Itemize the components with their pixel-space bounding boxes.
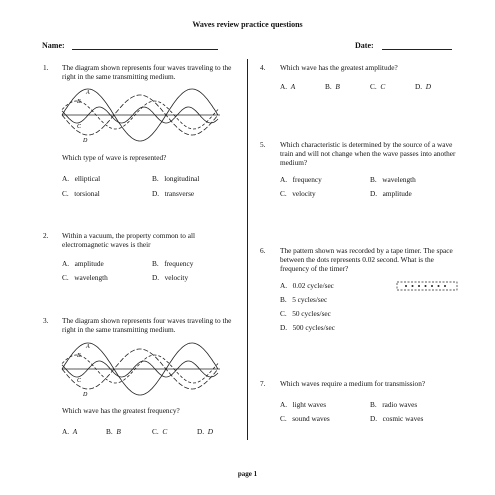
column-divider	[247, 59, 248, 440]
page-number: page 1	[237, 470, 258, 478]
name-field[interactable]	[72, 49, 218, 50]
option-a[interactable]	[280, 82, 295, 91]
tape-dot	[444, 285, 446, 287]
option-d[interactable]	[370, 189, 412, 198]
option-text: torsional	[74, 189, 100, 198]
option-c[interactable]	[152, 427, 167, 436]
tape-dot	[438, 285, 440, 287]
question-number: 1.	[43, 63, 49, 72]
option-b[interactable]	[370, 400, 417, 409]
option-b[interactable]	[370, 175, 416, 184]
question-number: 4.	[260, 63, 266, 72]
diagram-label: D	[83, 392, 88, 398]
option-d[interactable]	[152, 189, 194, 198]
option-c[interactable]	[62, 273, 108, 282]
option-text: longitudinal	[164, 174, 200, 183]
option-letter: C.	[62, 189, 69, 198]
tape-dot	[418, 285, 420, 287]
option-letter: C.	[152, 427, 159, 436]
tape-dot	[431, 285, 433, 287]
option-text: transverse	[164, 189, 195, 198]
tape-dot	[412, 285, 414, 287]
option-a[interactable]	[280, 281, 334, 290]
option-text: C	[380, 82, 386, 91]
option-b[interactable]	[152, 174, 199, 183]
option-d[interactable]	[370, 414, 423, 423]
option-letter: B.	[152, 259, 159, 268]
option-letter: C.	[280, 189, 287, 198]
wave-diagram	[60, 340, 222, 398]
question-text: Within a vacuum, the property common to all electromagnetic waves is their	[62, 231, 196, 249]
option-a[interactable]	[280, 400, 326, 409]
option-letter: B.	[152, 174, 159, 183]
diagram-label: A	[86, 344, 90, 350]
option-text: B	[335, 82, 340, 91]
diagram-label: B	[77, 353, 81, 359]
diagram-label: D	[83, 138, 88, 144]
question-text: The pattern shown was recorded by a tape timer. The space between the dots represents 0.02 second. What is the frequency of the timer?	[280, 246, 453, 273]
option-letter: B.	[280, 295, 287, 304]
date-field[interactable]	[382, 49, 452, 50]
option-text: A	[72, 427, 78, 436]
question-number: 7.	[260, 379, 266, 388]
option-letter: D.	[152, 273, 160, 282]
option-text: radio waves	[382, 400, 418, 409]
option-c[interactable]	[280, 309, 331, 318]
option-a[interactable]	[62, 427, 77, 436]
option-b[interactable]	[280, 295, 327, 304]
option-c[interactable]	[280, 189, 316, 198]
option-text: frequency	[292, 175, 322, 184]
option-a[interactable]	[280, 175, 322, 184]
option-letter: A.	[62, 174, 70, 183]
option-letter: B.	[370, 400, 377, 409]
tape-dot	[425, 285, 427, 287]
diagram-label: C	[77, 124, 82, 130]
option-b[interactable]	[152, 259, 193, 268]
diagram-label: B	[77, 99, 81, 105]
option-letter: A.	[280, 400, 288, 409]
option-c[interactable]	[370, 82, 385, 91]
question-number: 2.	[43, 231, 49, 240]
diagram-label: C	[77, 378, 82, 384]
option-letter: A.	[62, 427, 70, 436]
name-label: Name:	[42, 41, 65, 50]
option-letter: B.	[370, 175, 377, 184]
option-d[interactable]	[152, 273, 188, 282]
option-d[interactable]	[280, 323, 335, 332]
option-text: amplitude	[74, 259, 104, 268]
question-prompt: Which wave has the greatest frequency?	[62, 406, 180, 415]
option-text: 500 cycles/sec	[292, 323, 335, 332]
option-letter: D.	[197, 427, 205, 436]
option-letter: A.	[280, 175, 288, 184]
option-text: 50 cycles/sec	[292, 309, 331, 318]
option-c[interactable]	[62, 189, 100, 198]
question-text: Which wave has the greatest amplitude?	[280, 63, 398, 72]
option-letter: C.	[280, 414, 287, 423]
option-letter: D.	[415, 82, 423, 91]
option-text: cosmic waves	[382, 414, 424, 423]
question-text: Which characteristic is determined by the source of a wave train and will not change when the wave passes into another medium?	[280, 140, 456, 167]
page-title: Waves review practice questions	[192, 20, 303, 29]
option-text: C	[162, 427, 168, 436]
option-letter: D.	[280, 323, 288, 332]
option-text: 5 cycles/sec	[292, 295, 328, 304]
question-text: The diagram shown represents four waves traveling to the right in the same transmitting medium.	[62, 316, 232, 334]
question-number: 3.	[43, 316, 49, 325]
question-number: 6.	[260, 246, 266, 255]
tape-timer-strip	[396, 281, 458, 291]
option-letter: D.	[152, 189, 160, 198]
option-text: 0.02 cycle/sec	[292, 281, 334, 290]
option-letter: B.	[106, 427, 113, 436]
option-text: wavelength	[382, 175, 416, 184]
option-a[interactable]	[62, 259, 104, 268]
option-letter: D.	[370, 189, 378, 198]
option-letter: A.	[62, 259, 70, 268]
option-a[interactable]	[62, 174, 100, 183]
question-text: The diagram shown represents four waves traveling to the right in the same transmitting medium.	[62, 63, 232, 81]
option-letter: C.	[280, 309, 287, 318]
option-letter: C.	[62, 273, 69, 282]
option-text: velocity	[164, 273, 189, 282]
option-letter: D.	[370, 414, 378, 423]
option-text: D	[207, 427, 214, 436]
option-b[interactable]	[325, 82, 340, 91]
wave-diagram	[60, 86, 222, 144]
option-text: B	[116, 427, 121, 436]
date-label: Date:	[355, 41, 374, 50]
question-number: 5.	[260, 140, 266, 149]
tape-dot	[405, 285, 407, 287]
option-text: sound waves	[292, 414, 330, 423]
option-b[interactable]	[106, 427, 121, 436]
option-text: frequency	[164, 259, 194, 268]
question-prompt: Which type of wave is represented?	[62, 153, 167, 162]
option-letter: B.	[325, 82, 332, 91]
option-text: amplitude	[382, 189, 412, 198]
option-text: velocity	[292, 189, 316, 198]
option-d[interactable]	[415, 82, 431, 91]
option-text: wavelength	[74, 273, 108, 282]
option-text: D	[425, 82, 432, 91]
question-text: Which waves require a medium for transmission?	[280, 379, 426, 388]
option-letter: A.	[280, 281, 288, 290]
option-text: light waves	[292, 400, 327, 409]
option-text: elliptical	[74, 174, 101, 183]
option-letter: C.	[370, 82, 377, 91]
option-letter: A.	[280, 82, 288, 91]
option-c[interactable]	[280, 414, 330, 423]
option-text: A	[290, 82, 296, 91]
option-d[interactable]	[197, 427, 213, 436]
diagram-label: A	[86, 90, 90, 96]
